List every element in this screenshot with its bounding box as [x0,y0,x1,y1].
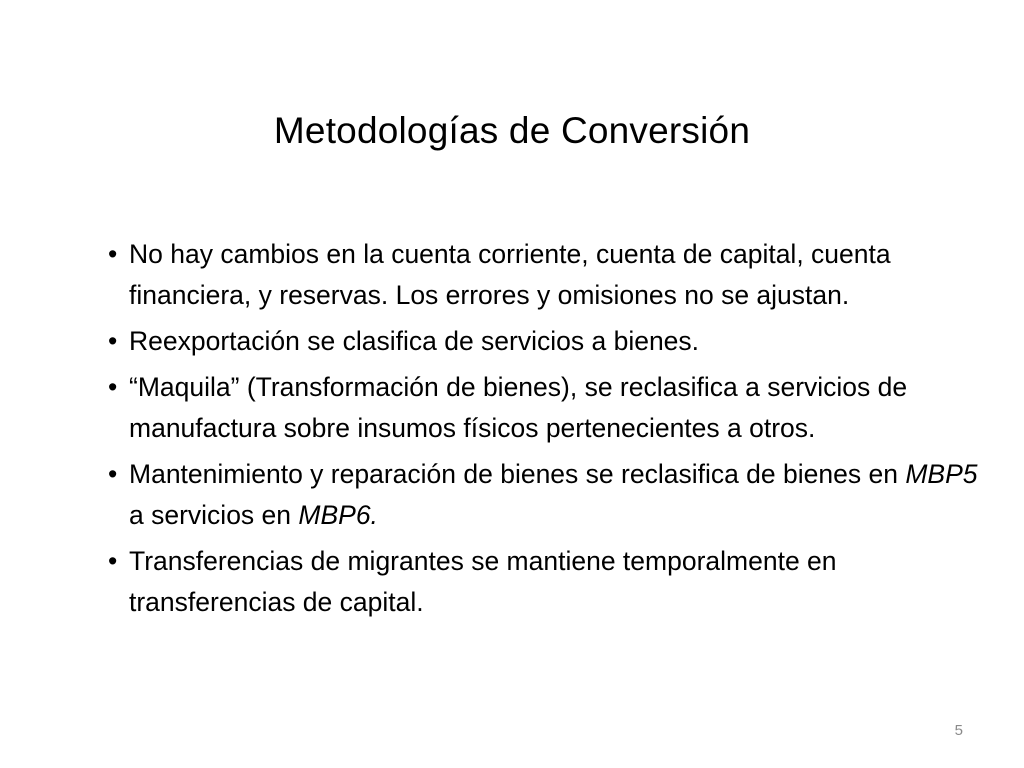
mbp6-term: MBP6. [298,500,378,530]
bullet-icon: • [108,459,118,489]
bullet-text-part: a servicios en [129,500,299,530]
bullet-list [108,234,998,628]
bullet-icon: • [108,326,118,356]
bullet-icon: • [108,239,118,269]
bullet-item [108,541,998,623]
bullet-item [108,321,998,362]
bullet-text: Reexportación se clasifica de servicios a bienes. [129,326,700,356]
bullet-item [108,367,998,449]
bullet-text-part: Mantenimiento y reparación de bienes se reclasifica de bienes en [129,459,906,489]
page-number: 5 [954,722,963,739]
slide-title: Metodologías de Conversión [273,110,751,151]
bullet-icon: • [108,546,118,576]
bullet-text: “Maquila” (Transformación de bienes), se reclasifica a servicios de manufactura sobre insumos físicos pertenecientes a otros. [129,372,908,443]
bullet-text: Transferencias de migrantes se mantiene temporalmente en transferencias de capital. [129,546,837,617]
bullet-item [108,454,998,536]
bullet-icon: • [108,372,118,402]
mbp5-term: MBP5 [905,459,978,489]
bullet-item [108,234,998,316]
bullet-text: No hay cambios en la cuenta corriente, cuenta de capital, cuenta financiera, y reservas. Los errores y omisiones no se ajustan. [129,239,891,310]
